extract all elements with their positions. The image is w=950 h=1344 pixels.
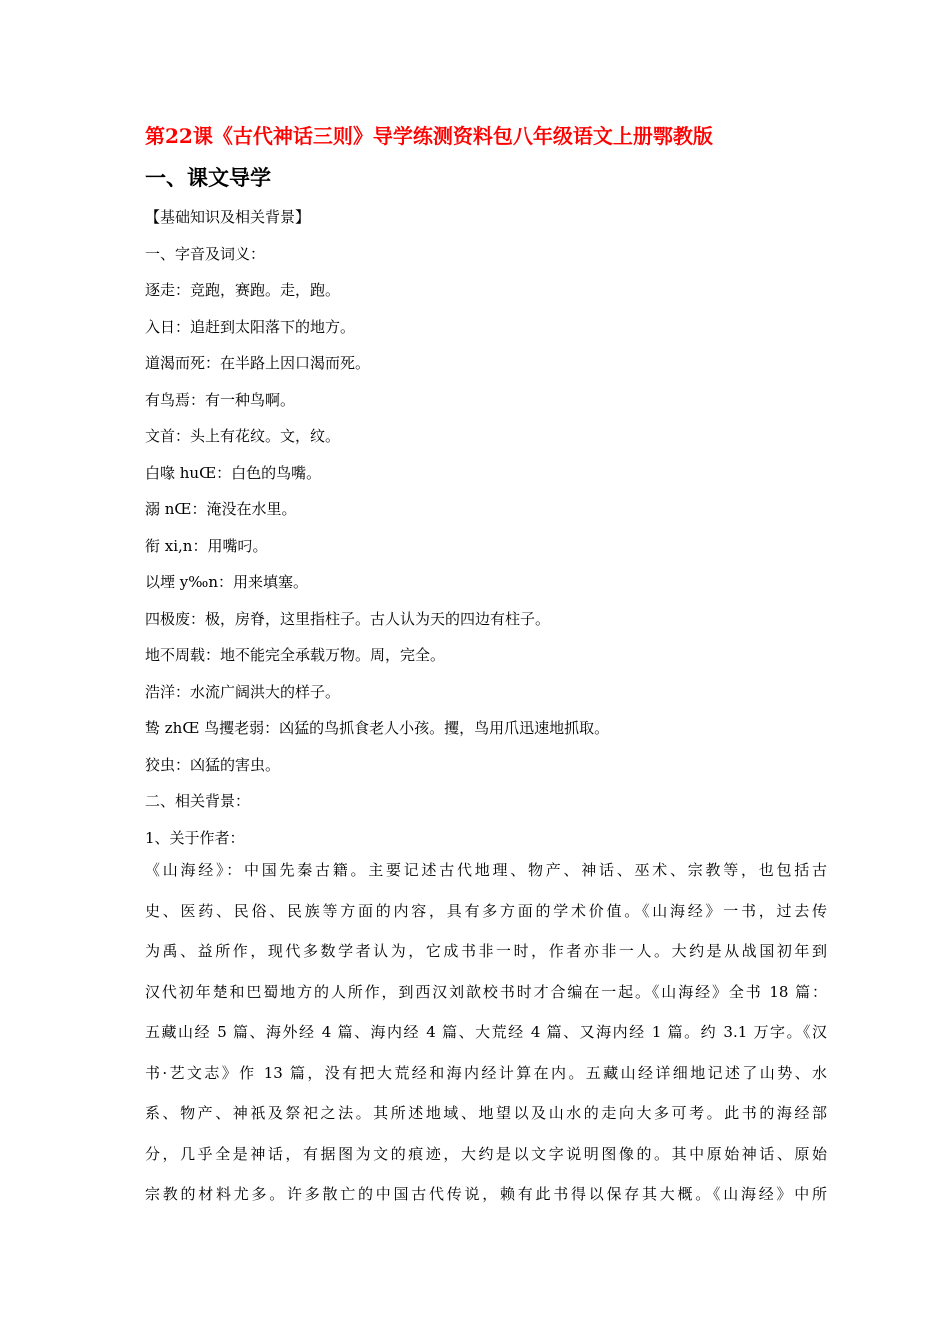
paragraph-line: 汉代初年楚和巴蜀地方的人所作，到西汉刘歆校书时才合编在一起。《山海经》全书 18 篇： (145, 982, 827, 1001)
list-item: 逐走：竞跑，赛跑。走，跑。 (145, 281, 341, 299)
paragraph-line: 《山海经》：中国先秦古籍。主要记述古代地理、物产、神话、巫术、宗教等，也包括古 (145, 861, 827, 879)
list-item: 有鸟焉：有一种鸟啊。 (145, 390, 296, 409)
paragraph-line: 分，几乎全是神话，有据图为文的痕迹，大约是以文字说明图像的。其中原始神话、原始 (145, 1144, 827, 1163)
paragraph-line: 书·艺文志》作 13 篇，没有把大荒经和海内经计算在内。五藏山经详细地记述了山势、水 (145, 1063, 827, 1082)
list-item: 狡虫：凶猛的害虫。 (145, 755, 281, 774)
vocabulary-list (145, 203, 825, 860)
list-heading: 1、关于作者： (145, 828, 245, 847)
paragraph-line: 五藏山经 5 篇、海外经 4 篇、海内经 4 篇、大荒经 4 篇、又海内经 1 篇。约 3.1 万字。《汉 (145, 1023, 827, 1041)
list-item: 以堙 y‰n：用来填塞。 (145, 573, 309, 591)
paragraph-line: 史、医药、民俗、民族等方面的内容，具有多方面的学术价值。《山海经》一书，过去传 (145, 901, 827, 920)
list-heading: 二、相关背景： (145, 792, 251, 810)
list-item: 白喙 huŒ：白色的鸟嘴。 (145, 463, 322, 482)
list-item: 浩洋：水流广阔洪大的样子。 (145, 682, 341, 701)
list-item: 鸷 zhŒ 鸟攫老弱：凶猛的鸟抓食老人小孩。攫，鸟用爪迅速地抓取。 (145, 719, 610, 737)
section-heading: 一、课文导学 (145, 165, 271, 190)
list-heading: 一、字音及词义： (145, 244, 266, 263)
list-item: 地不周载：地不能完全承载万物。周，完全。 (145, 646, 446, 664)
subsection-label: 【基础知识及相关背景】 (145, 208, 311, 226)
document-title: 第22课《古代神话三则》导学练测资料包八年级语文上册鄂教版 (145, 124, 713, 148)
list-item: 溺 nŒ：淹没在水里。 (145, 500, 297, 518)
list-item: 道渴而死：在半路上因口渴而死。 (145, 354, 371, 372)
author-paragraph (145, 855, 827, 1220)
paragraph-line: 宗教的材料尤多。许多散亡的中国古代传说，赖有此书得以保存其大概。《山海经》中所 (145, 1185, 827, 1203)
list-item: 衔 xi,n：用嘴叼。 (145, 536, 268, 555)
list-item: 入日：追赶到太阳落下的地方。 (145, 317, 356, 336)
paragraph-line: 系、物产、神祇及祭祀之法。其所述地域、地望以及山水的走向大多可考。此书的海经部 (145, 1104, 827, 1122)
list-item: 文首：头上有花纹。文，纹。 (145, 427, 341, 445)
paragraph-line: 为禹、益所作，现代多数学者认为，它成书非一时，作者亦非一人。大约是从战国初年到 (145, 942, 827, 960)
list-item: 四极废：极，房脊，这里指柱子。古人认为天的四边有柱子。 (145, 609, 551, 628)
